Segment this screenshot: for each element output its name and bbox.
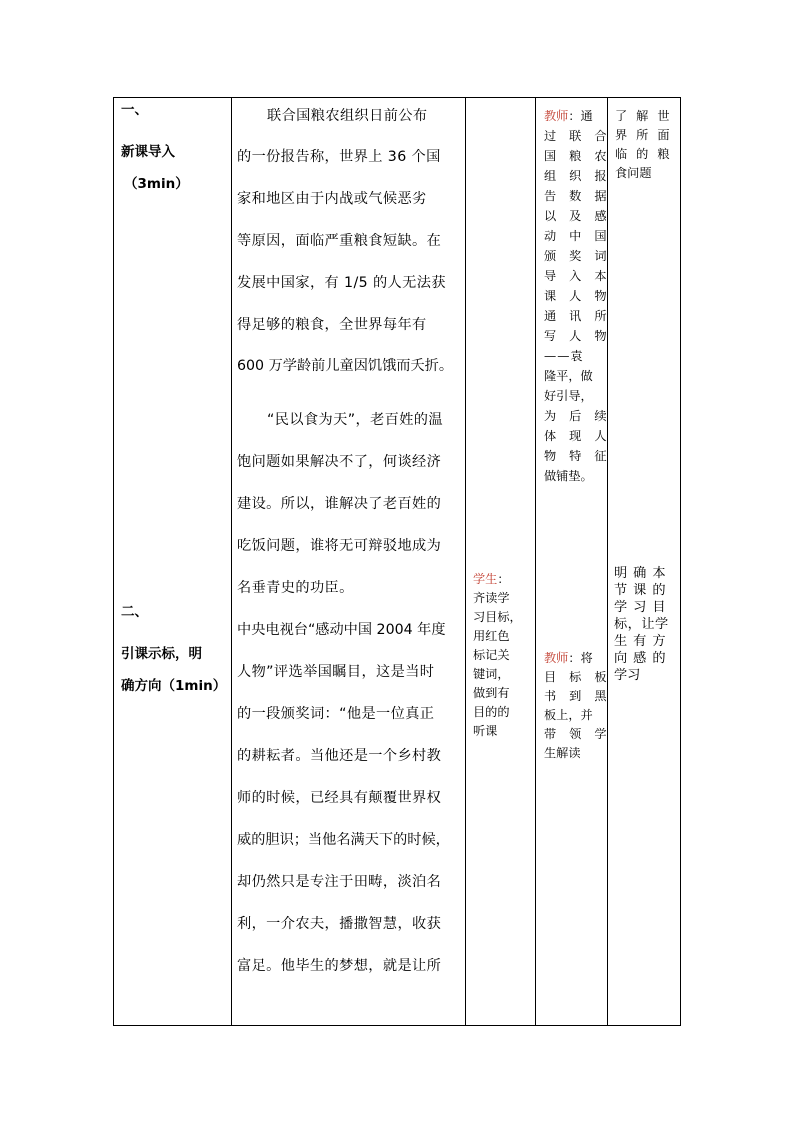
goal-line: 食问题 (615, 166, 652, 180)
section-1-title: 新课导入 (121, 144, 175, 160)
teacher-line: 国粮农 (544, 149, 620, 163)
teacher-line: ：将 (568, 651, 593, 665)
goal-line: 界所面 (615, 128, 679, 142)
teacher-line: 课人物 (544, 289, 620, 303)
teacher-line: 为后续 (544, 409, 620, 423)
student-line: 听课 (473, 724, 498, 738)
section-1-time: （3min） (124, 176, 189, 192)
teacher-line: 导入本 (544, 269, 620, 283)
teacher-line: 颁奖词 (544, 249, 620, 263)
teacher-line: 告数据 (544, 189, 620, 203)
student-line: 键词， (473, 667, 510, 681)
content-line: 联合国粮农组织日前公布 (267, 108, 428, 124)
goal-line: 向感的 (614, 651, 672, 666)
content-line: 等原因，面临严重粮食短缺。在 (237, 233, 442, 249)
teacher-line: 做铺垫。 (544, 469, 593, 483)
content-line: 的一段颁奖词：“他是一位真正 (237, 706, 435, 722)
goal-line: 了解世 (615, 109, 679, 123)
content-line: 师的时候，已经具有颠覆世界权 (237, 790, 442, 806)
teacher-line: 以及感 (544, 209, 620, 223)
col-border-4 (535, 97, 536, 1026)
teacher-line: 过联合 (544, 129, 620, 143)
goal-line: 生有方 (614, 634, 672, 649)
content-line: 富足。他毕生的梦想，就是让所 (237, 958, 442, 974)
content-line: 中央电视台“感动中国 2004 年度 (237, 622, 446, 638)
col-border-1 (113, 97, 114, 1026)
content-line: 威的胆识；当他名满天下的时候， (237, 832, 450, 848)
goal-line: 学习 (614, 668, 641, 683)
table-bottom-border (113, 1025, 681, 1026)
goal-line: 节课的 (614, 583, 672, 598)
content-line: 发展中国家，有 1/5 的人无法获 (237, 275, 446, 291)
col-border-2 (231, 97, 232, 1026)
student-label: 学生 (473, 572, 498, 586)
content-line: 的一份报告称，世界上 36 个国 (237, 149, 441, 165)
teacher-line: 好引导， (544, 389, 593, 403)
teacher-label: 教师 (544, 109, 569, 123)
section-2-title-line-1: 引课示标，明 (121, 646, 202, 662)
section-2-number: 二、 (121, 604, 148, 620)
content-line: 名垂青史的功臣。 (237, 580, 354, 596)
teacher-line: 体现人 (544, 429, 620, 443)
teacher-label: 教师 (544, 651, 569, 665)
student-line: 做到有 (473, 686, 510, 700)
table-top-border (113, 97, 681, 98)
goal-line: 明确本 (614, 566, 672, 581)
content-line: 人物”评选举国瞩目，这是当时 (237, 664, 435, 680)
student-line: 习目标， (473, 610, 522, 624)
col-border-3 (465, 97, 466, 1026)
teacher-line: 板上，并 (544, 708, 593, 722)
teacher-line: 写人物 (544, 329, 620, 343)
content-line: 利，一介农夫，播撒智慧，收获 (237, 916, 442, 932)
content-line: “民以食为天”，老百姓的温 (267, 412, 443, 428)
student-line: 标记关 (473, 648, 510, 662)
teacher-line: ——袁 (544, 349, 584, 363)
teacher-line: ：通 (568, 109, 593, 123)
student-label-colon: ： (497, 572, 510, 586)
content-line: 600 万学龄前儿童因饥饿而夭折。 (237, 358, 454, 374)
student-line: 目的的 (473, 705, 510, 719)
section-2-title-line-2: 确方向（1min） (121, 678, 227, 694)
teacher-line: 书到黑 (544, 689, 620, 703)
student-line: 齐读学 (473, 591, 510, 605)
teacher-line: 动中国 (544, 229, 620, 243)
content-line: 的耕耘者。当他还是一个乡村教 (237, 748, 442, 764)
teacher-line: 物特征 (544, 449, 620, 463)
teacher-line: 带领学 (544, 727, 620, 741)
content-line: 饱问题如果解决不了，何谈经济 (237, 454, 442, 470)
goal-line: 临的粮 (615, 147, 679, 161)
content-line: 却仍然只是专注于田畴，淡泊名 (237, 874, 442, 890)
goal-line: 标，让学 (614, 617, 669, 632)
col-border-6 (680, 97, 681, 1026)
content-line: 建设。所以，谁解决了老百姓的 (237, 496, 442, 512)
content-line: 得足够的粮食，全世界每年有 (237, 317, 427, 333)
student-line: 用红色 (473, 629, 510, 643)
content-line: 吃饭问题，谁将无可辩驳地成为 (237, 538, 442, 554)
goal-line: 学习目 (614, 600, 672, 615)
teacher-line: 组织报 (544, 169, 620, 183)
teacher-line: 通讯所 (544, 309, 620, 323)
section-1-number: 一、 (121, 102, 148, 118)
teacher-line: 隆平，做 (544, 369, 593, 383)
teacher-line: 生解读 (544, 746, 581, 760)
teacher-line: 目标板 (544, 670, 620, 684)
content-line: 家和地区由于内战或气候恶劣 (237, 191, 427, 207)
